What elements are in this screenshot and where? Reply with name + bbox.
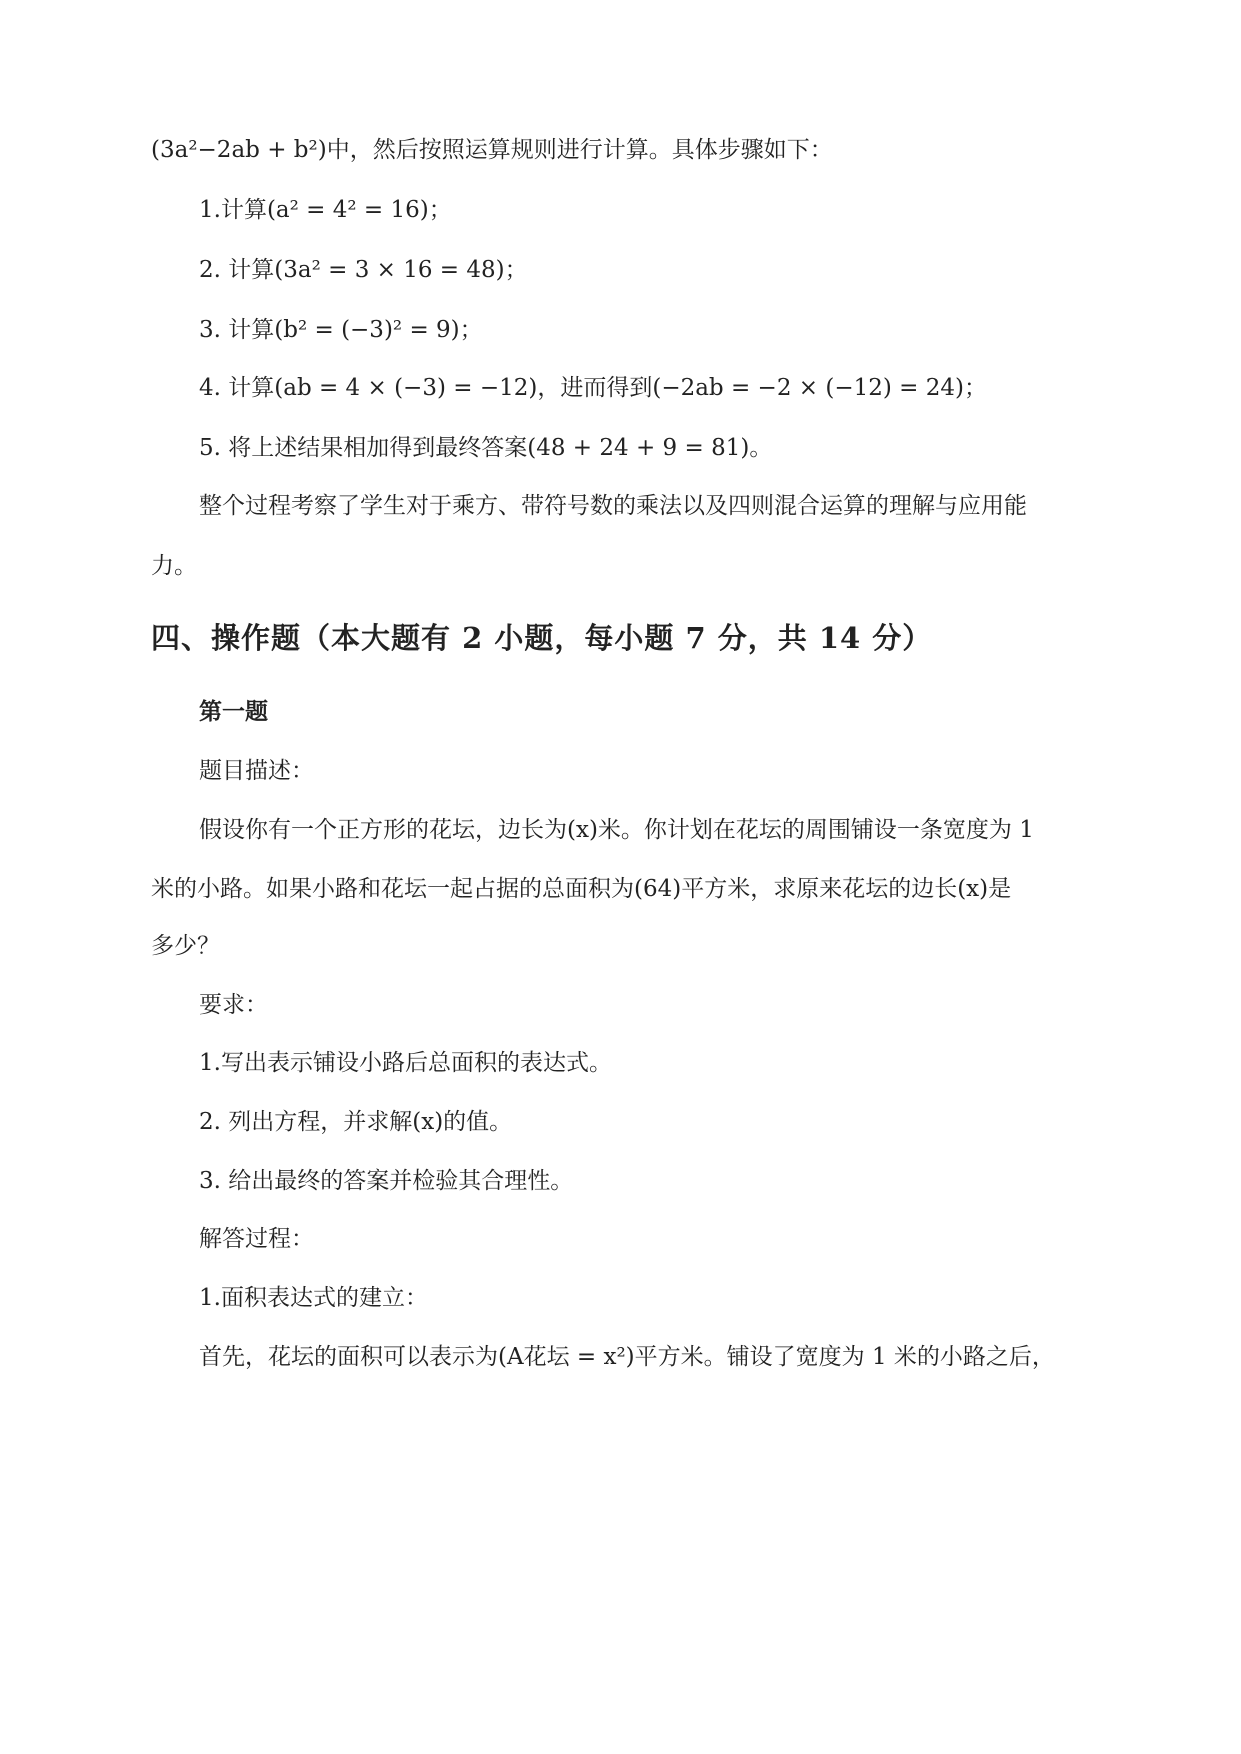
requirement-item: 2. 列出方程，并求解(x)的值。: [199, 1109, 513, 1135]
description-line: 多少？: [151, 933, 220, 959]
requirements-label: 要求：: [199, 992, 268, 1018]
requirement-item: 3. 给出最终的答案并检验其合理性。: [199, 1168, 574, 1194]
description-label: 题目描述：: [199, 758, 314, 784]
summary-line: 整个过程考察了学生对于乘方、带符号数的乘法以及四则混合运算的理解与应用能: [199, 493, 1027, 519]
calc-step-1: 1.计算(a² = 4² = 16)；: [199, 197, 452, 223]
calc-step-4: 4. 计算(ab = 4 × (−3) = −12)，进而得到(−2ab = −2 × (−12) = 24)；: [199, 375, 987, 401]
description-line: 假设你有一个正方形的花坛，边长为(x)米。你计划在花坛的周围铺设一条宽度为 1: [199, 817, 1034, 843]
question-title: 第一题: [199, 698, 268, 725]
summary-line-continued: 力。: [151, 553, 197, 579]
calc-step-2: 2. 计算(3a² = 3 × 16 = 48)；: [199, 257, 528, 283]
solution-step-text: 首先，花坛的面积可以表示为(A花坛 = x²)平方米。铺设了宽度为 1 米的小路之后，: [199, 1344, 1055, 1370]
description-line: 米的小路。如果小路和花坛一起占据的总面积为(64)平方米，求原来花坛的边长(x)是: [151, 876, 1012, 902]
requirement-item: 1.写出表示铺设小路后总面积的表达式。: [199, 1050, 612, 1076]
calc-step-3: 3. 计算(b² = (−3)² = 9)；: [199, 317, 483, 343]
section-heading: 四、操作题（本大题有 2 小题，每小题 7 分，共 14 分）: [151, 621, 933, 655]
solution-step-title: 1.面积表达式的建立：: [199, 1285, 428, 1311]
calc-step-5: 5. 将上述结果相加得到最终答案(48 + 24 + 9 = 81)。: [199, 435, 773, 461]
paragraph-line: (3a²−2ab + b²)中，然后按照运算规则进行计算。具体步骤如下：: [151, 137, 833, 163]
solution-label: 解答过程：: [199, 1226, 314, 1252]
